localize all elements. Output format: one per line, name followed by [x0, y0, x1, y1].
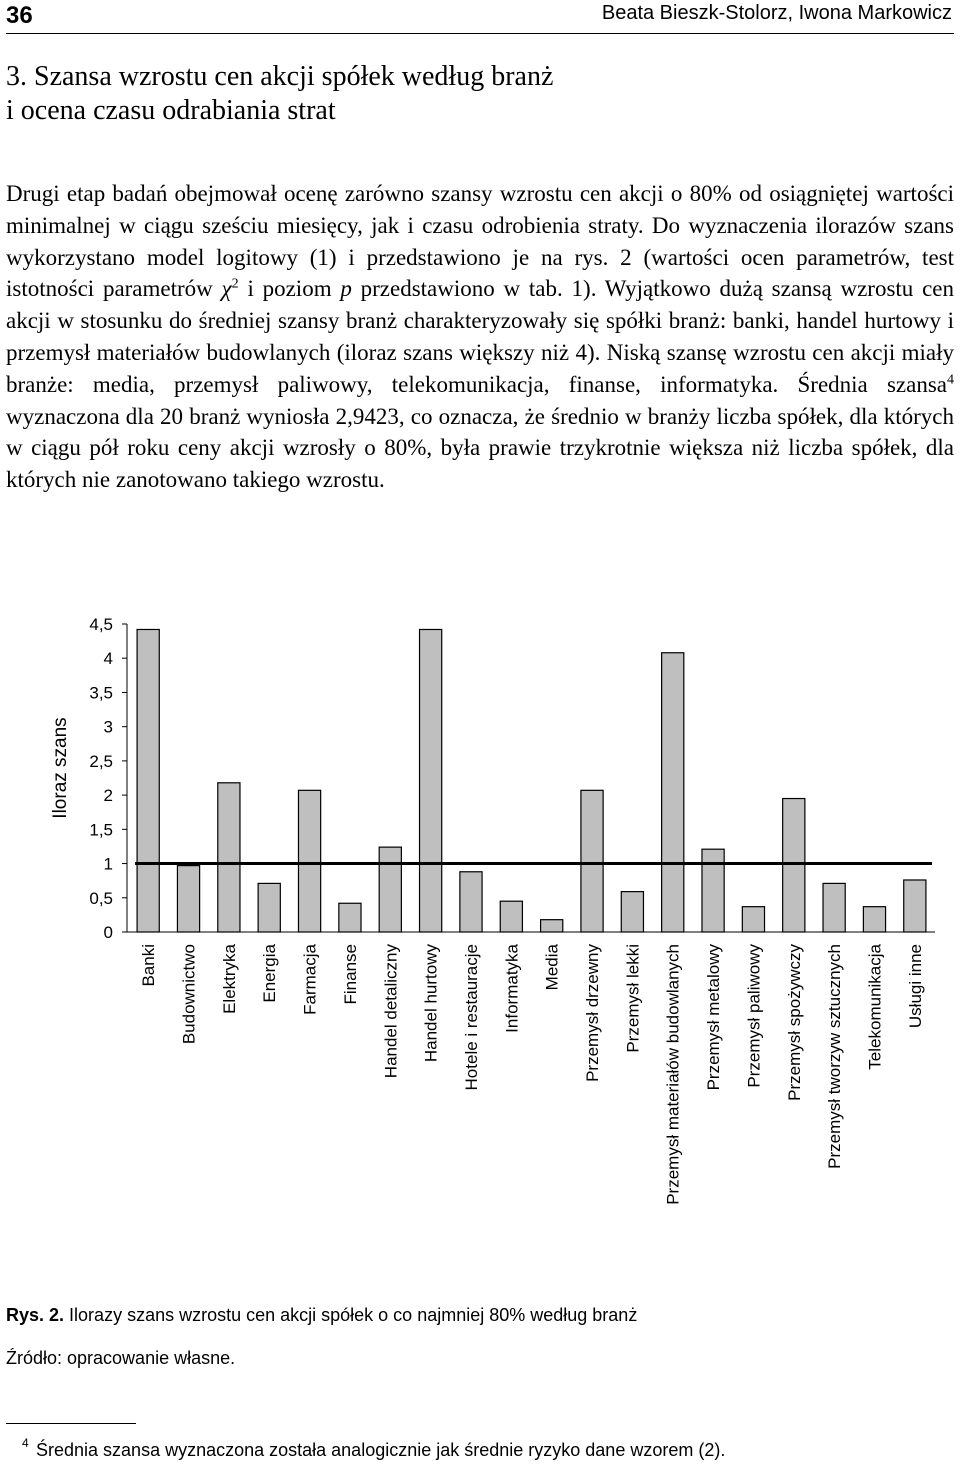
- footnote-rule: [6, 1423, 136, 1424]
- bar: [863, 907, 885, 932]
- section-title-line1: 3. Szansa wzrostu cen akcji spółek według branż: [6, 61, 554, 92]
- y-axis-title: Iloraz szans: [50, 717, 71, 819]
- bar: [742, 907, 764, 932]
- bar: [218, 783, 240, 932]
- footnote: [22, 1436, 726, 1461]
- body-paragraph: [6, 178, 954, 496]
- x-category-label: Finanse: [340, 944, 360, 1005]
- bar: [177, 866, 199, 932]
- x-category-label: Telekomunikacja: [865, 944, 885, 1070]
- y-tick-label: 3: [103, 717, 113, 737]
- section-title-line2: i ocena czasu odrabiania strat: [6, 95, 336, 126]
- body-part4: wyznaczona dla 20 branż wyniosła 2,9423, co oznacza, że średnio w branży liczba spółek, dla których w ciągu pół roku ceny akcji wzrosły o 80%, była prawie trzykrotnie większa niż liczba spółek, dla których nie zanotowano takiego wzrostu.: [6, 403, 954, 493]
- x-category-label: Przemysł paliwowy: [744, 944, 764, 1088]
- bar: [379, 847, 401, 932]
- footnote-text: Średnia szansa wyznaczona została analogicznie jak średnie ryzyko dane wzorem (2).: [36, 1440, 726, 1460]
- x-category-label: Media: [542, 944, 562, 991]
- x-category-label: Energia: [260, 944, 280, 1003]
- bar: [702, 849, 724, 932]
- odds-ratio-bar-chart: [0, 590, 960, 1290]
- body-part3: przedstawiono w tab. 1). Wyjątkowo dużą szansą wzrostu cen akcji w stosunku do średniej szansy branż charakteryzowały się spółki branż: banki, handel hurtowy i przemysł materiałów budowlanych (iloraz szans większy niż 4). Niską szansę wzrostu cen akcji miały branże: media, przemysł paliwowy, telekomunikacja, finanse, informatyka. Średnia szansa: [6, 276, 954, 397]
- bar: [541, 920, 563, 932]
- y-tick-label: 4,5: [89, 615, 113, 634]
- x-category-label: Przemysł materiałów budowlanych: [663, 944, 683, 1205]
- bar: [500, 901, 522, 932]
- bar: [783, 799, 805, 932]
- x-category-label: Przemysł metalowy: [704, 944, 724, 1091]
- y-tick-label: 0: [103, 923, 113, 942]
- bar: [460, 872, 482, 932]
- footnote-mark: 4: [22, 1436, 29, 1450]
- bar: [662, 653, 684, 932]
- x-category-label: Przemysł drzewny: [583, 944, 603, 1082]
- body-part1: Drugi etap badań obejmował ocenę zarówno szansy wzrostu cen akcji o 80% od osiągniętej wartości minimalnej w ciągu sześciu miesięcy, jak i czasu odrobienia straty. Do wyznaczenia ilorazów szans wykorzystano model logitowy (1) i przedstawiono je na rys. 2 (wartości ocen parametrów, test istotności parametrów: [6, 181, 954, 302]
- x-category-label: Handel detaliczny: [381, 944, 401, 1079]
- page-number: 36: [6, 2, 33, 29]
- y-tick-label: 1,5: [89, 820, 113, 840]
- chi-symbol: χ: [221, 276, 232, 302]
- figure-caption-text: Ilorazy szans wzrostu cen akcji spółek o co najmniej 80% według branż: [64, 1305, 638, 1325]
- section-title: [6, 60, 946, 128]
- x-category-label: Budownictwo: [179, 944, 199, 1045]
- bar: [823, 883, 845, 932]
- bar: [420, 629, 442, 932]
- x-category-label: Handel hurtowy: [421, 944, 441, 1063]
- x-category-label: Informatyka: [502, 944, 522, 1033]
- running-head-authors: Beata Bieszk-Stolorz, Iwona Markowicz: [601, 2, 952, 24]
- body-part2: i poziom: [238, 276, 341, 302]
- bar: [137, 629, 159, 932]
- x-category-label: Elektryka: [219, 944, 239, 1014]
- bar: [258, 883, 280, 932]
- x-category-label: Przemysł lekki: [623, 944, 643, 1053]
- p-symbol: p: [340, 276, 352, 302]
- x-category-label: Przemysł spożywczy: [784, 944, 804, 1101]
- bar: [298, 790, 320, 932]
- x-category-label: Hotele i restauracje: [461, 944, 481, 1091]
- bar: [904, 880, 926, 932]
- chi-exponent: 2: [231, 276, 239, 292]
- x-category-label: Farmacja: [300, 944, 320, 1015]
- y-tick-label: 1: [103, 854, 113, 874]
- figure-source: Źródło: opracowanie własne.: [6, 1348, 236, 1368]
- y-tick-label: 3,5: [89, 683, 113, 703]
- y-tick-label: 2: [103, 786, 113, 806]
- figure-caption: [6, 1305, 637, 1326]
- footnote-reference: 4: [947, 372, 954, 388]
- x-category-label: Przemysł tworzyw sztucznych: [825, 944, 845, 1169]
- bar: [621, 892, 643, 932]
- header-rule: [6, 33, 954, 34]
- y-tick-label: 2,5: [89, 751, 113, 771]
- figure-label: Rys. 2.: [6, 1305, 65, 1325]
- y-tick-label: 4: [103, 649, 113, 669]
- x-category-label: Banki: [139, 944, 159, 987]
- x-category-label: Usługi inne: [905, 944, 925, 1029]
- bar: [581, 790, 603, 932]
- y-tick-label: 0,5: [89, 888, 113, 908]
- bar: [339, 903, 361, 932]
